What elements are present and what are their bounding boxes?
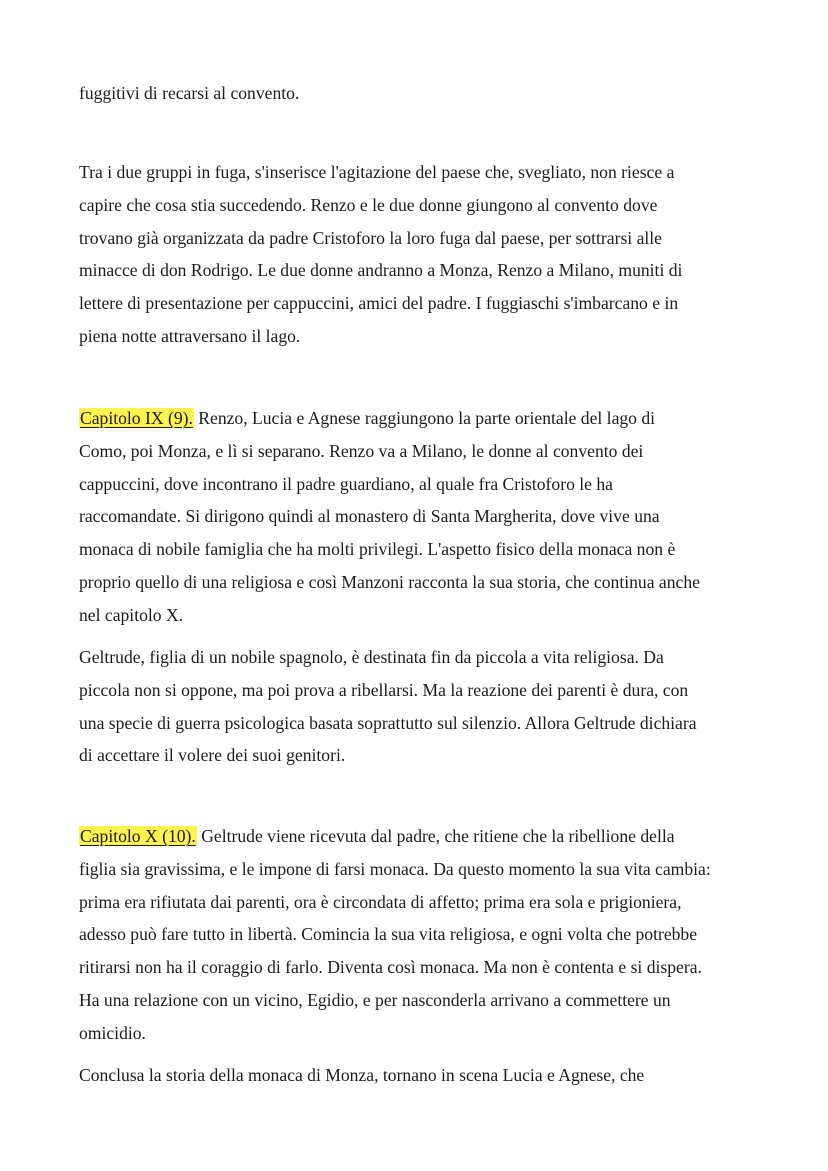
paragraph-geltrude (79, 641, 769, 772)
text-line: proprio quello di una religiosa e così Manzoni racconta la sua storia, che continua anche (79, 571, 700, 592)
text-line: adesso può fare tutto in libertà. Comincia la sua vita religiosa, e ogni volta che potrebbe (79, 924, 698, 945)
text-line: capire che cosa stia succedendo. Renzo e le due donne giungono al convento dove (79, 194, 658, 215)
text-line: Como, poi Monza, e lì si separano. Renzo va a Milano, le donne al convento dei (79, 440, 644, 461)
text-line: una specie di guerra psicologica basata soprattutto sul silenzio. Allora Geltrude dichiara (79, 712, 697, 733)
text-line: Ha una relazione con un vicino, Egidio, e per nasconderla arrivano a commettere un (79, 989, 671, 1010)
text-line-rest: Renzo, Lucia e Agnese raggiungono la parte orientale del lago di (193, 408, 656, 428)
text-line (79, 402, 769, 435)
paragraph-chapter-9 (79, 402, 769, 632)
text-line (79, 820, 769, 853)
text-line-rest: Geltrude viene ricevuta dal padre, che ritiene che la ribellione della (196, 826, 675, 846)
text-line: Tra i due gruppi in fuga, s'inserisce l'agitazione del paese che, svegliato, non riesce a (79, 162, 675, 182)
text-line: di accettare il volere dei suoi genitori. (79, 745, 346, 766)
text-line: raccomandate. Si dirigono quindi al monastero di Santa Margherita, dove vive una (79, 506, 660, 527)
text-line: nel capitolo X. (79, 604, 184, 625)
paragraph-chapter-10 (79, 820, 769, 1050)
text-line: prima era rifiutata dai parenti, ora è circondata di affetto; prima era sola e prigioniera, (79, 891, 682, 912)
paragraph-conclusion (79, 1059, 769, 1092)
paragraph-continuation (79, 77, 769, 110)
text-line: cappuccini, dove incontrano il padre guardiano, al quale fra Cristoforo le ha (79, 473, 613, 494)
text-line: piena notte attraversano il lago. (79, 325, 301, 346)
text-line: Geltrude, figlia di un nobile spagnolo, è destinata fin da piccola a vita religiosa. Da (79, 647, 664, 667)
paragraph-escape (79, 156, 769, 353)
text-line: omicidio. (79, 1022, 146, 1043)
text-line: piccola non si oppone, ma poi prova a ribellarsi. Ma la reazione dei parenti è dura, con (79, 679, 689, 700)
text-line: Conclusa la storia della monaca di Monza, tornano in scena Lucia e Agnese, che (79, 1065, 645, 1085)
text-line: lettere di presentazione per cappuccini, amici del padre. I fuggiaschi s'imbarcano e in (79, 293, 679, 314)
chapter-heading-9: Capitolo IX (9). (80, 408, 193, 428)
text-line: figlia sia gravissima, e le impone di farsi monaca. Da questo momento la sua vita cambia: (79, 858, 711, 879)
chapter-heading-10: Capitolo X (10). (80, 826, 196, 846)
text-line: fuggitivi di recarsi al convento. (79, 83, 300, 103)
text-line: trovano già organizzata da padre Cristoforo la loro fuga dal paese, per sottrarsi alle (79, 227, 662, 248)
text-line: minacce di don Rodrigo. Le due donne andranno a Monza, Renzo a Milano, muniti di (79, 260, 683, 281)
text-line: ritirarsi non ha il coraggio di farlo. Diventa così monaca. Ma non è contenta e si dispera. (79, 957, 702, 978)
text-line: monaca di nobile famiglia che ha molti privilegi. L'aspetto fisico della monaca non è (79, 539, 676, 560)
